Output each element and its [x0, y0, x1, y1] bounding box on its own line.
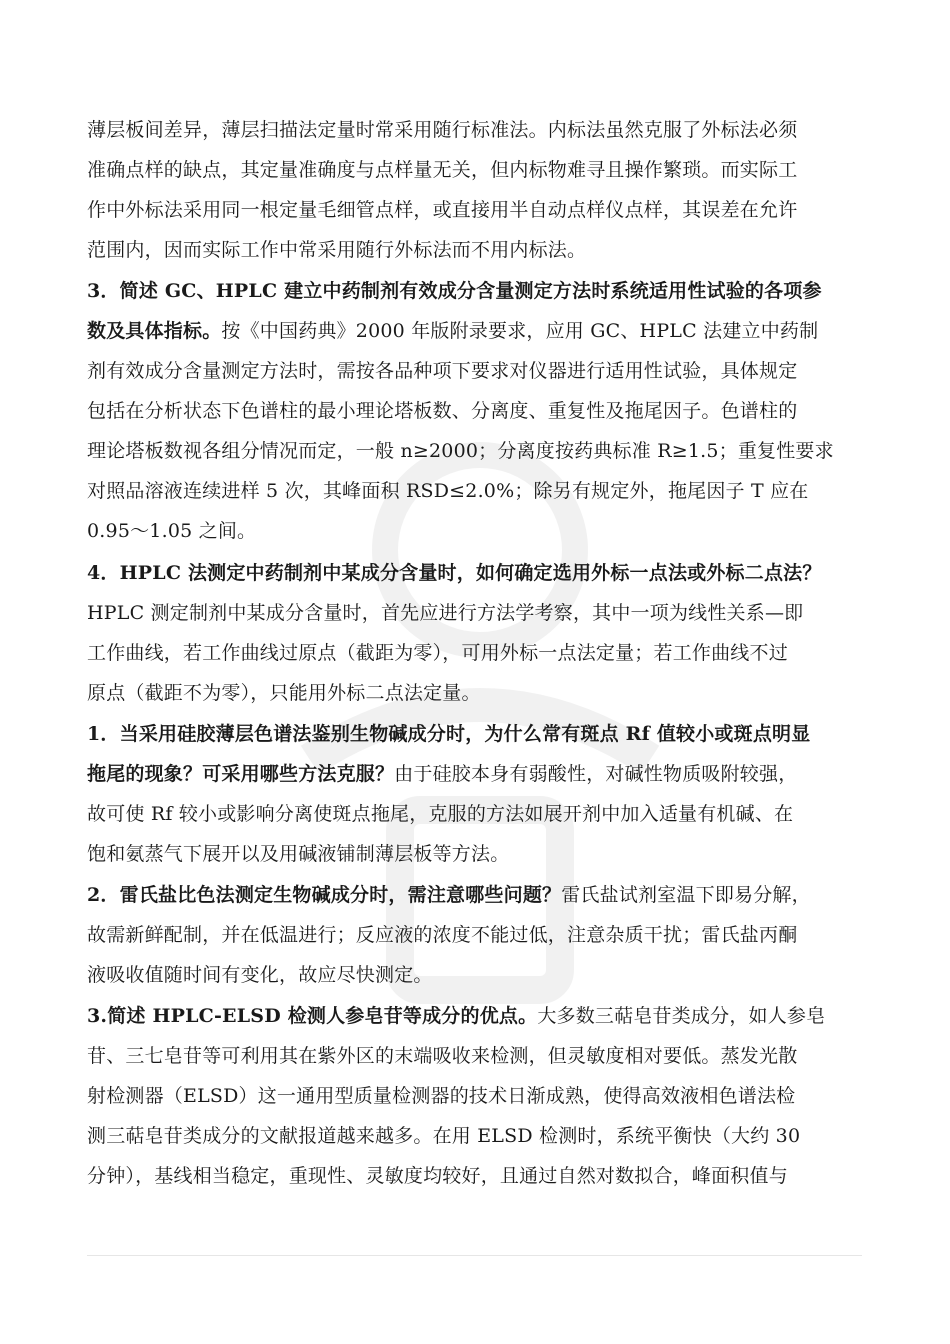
answer-text: 按《中国药典》2000 年版附录要求，应用 GC、HPLC 法建立中药制: [221, 320, 819, 342]
answer-text: 故可使 Rf 较小或影响分离使斑点拖尾，克服的方法如展开剂中加入适量有机碱、在: [87, 803, 794, 825]
answer-text: HPLC 测定制剂中某成分含量时，首先应进行方法学考察，其中一项为线性关系—即: [87, 602, 804, 624]
answer-text: 雷氏盐试剂室温下即易分解，: [561, 884, 811, 906]
text-line: [87, 1004, 825, 1028]
text-line: [87, 1124, 800, 1148]
answer-text: 原点（截距不为零），只能用外标二点法定量。: [87, 682, 481, 704]
question-heading: 数及具体指标。: [87, 320, 222, 342]
answer-text: 液吸收值随时间有变化，故应尽快测定。: [87, 964, 433, 986]
text-line: [87, 601, 803, 625]
text-line: [87, 561, 822, 585]
text-line: [87, 319, 818, 343]
question-heading: 3.简述 HPLC-ELSD 检测人参皂苷等成分的优点。: [87, 1005, 538, 1027]
text-line: [87, 198, 797, 222]
question-heading: 3．简述 GC、HPLC 建立中药制剂有效成分含量测定方法时系统适用性试验的各项参: [87, 280, 822, 302]
answer-text: 由于硅胶本身有弱酸性，对碱性物质吸附较强，: [394, 763, 798, 785]
text-line: [87, 1164, 788, 1188]
answer-text: 分钟），基线相当稳定，重现性、灵敏度均较好，且通过自然对数拟合，峰面积值与: [87, 1165, 788, 1187]
text-line: [87, 359, 797, 383]
answer-text: 作中外标法采用同一根定量毛细管点样，或直接用半自动点样仪点样，其误差在允许: [87, 199, 798, 221]
text-line: [87, 238, 586, 262]
text-line: [87, 439, 834, 463]
answer-text: 剂有效成分含量测定方法时，需按各品种项下要求对仪器进行适用性试验，具体规定: [87, 360, 798, 382]
answer-text: 射检测器（ELSD）这一通用型质量检测器的技术日渐成熟，使得高效液相色谱法检: [87, 1085, 796, 1107]
answer-text: 对照品溶液连续进样 5 次，其峰面积 RSD≤2.0%；除另有规定外，拖尾因子 T 应在: [87, 480, 809, 502]
answer-text: 饱和氨蒸气下展开以及用碱液铺制薄层板等方法。: [87, 843, 510, 865]
question-heading: 4．HPLC 法测定中药制剂中某成分含量时，如何确定选用外标一点法或外标二点法？: [87, 562, 822, 584]
answer-text: 准确点样的缺点，其定量准确度与点样量无关，但内标物难寻且操作繁琐。而实际工: [87, 159, 798, 181]
answer-text: 故需新鲜配制，并在低温进行；反应液的浓度不能过低，注意杂质干扰；雷氏盐丙酮: [87, 924, 798, 946]
text-line: [87, 641, 788, 665]
text-line: [87, 399, 797, 423]
text-line: [87, 963, 433, 987]
text-line: [87, 158, 797, 182]
answer-text: 薄层板间差异，薄层扫描法定量时常采用随行标准法。内标法虽然克服了外标法必须: [87, 119, 798, 141]
question-heading: 1．当采用硅胶薄层色谱法鉴别生物碱成分时，为什么常有斑点 Rf 值较小或斑点明显: [87, 723, 811, 745]
answer-text: 0.95～1.05 之间。: [87, 520, 257, 542]
answer-text: 大多数三萜皂苷类成分，如人参皂: [537, 1005, 826, 1027]
text-line: [87, 802, 793, 826]
answer-text: 理论塔板数视各组分情况而定，一般 n≥2000；分离度按药典标准 R≥1.5；重复性要求: [87, 440, 834, 462]
text-line: [87, 519, 256, 543]
text-line: [87, 1044, 797, 1068]
text-line: [87, 1084, 795, 1108]
text-line: [87, 722, 810, 746]
answer-text: 苷、三七皂苷等可利用其在紫外区的末端吸收来检测，但灵敏度相对要低。蒸发光散: [87, 1045, 798, 1067]
text-line: [87, 842, 509, 866]
text-line: [87, 279, 822, 303]
footer-divider: [87, 1255, 862, 1256]
text-line: [87, 762, 797, 786]
text-line: [87, 681, 481, 705]
answer-text: 包括在分析状态下色谱柱的最小理论塔板数、分离度、重复性及拖尾因子。色谱柱的: [87, 400, 798, 422]
text-line: [87, 479, 809, 503]
question-heading: 2．雷氏盐比色法测定生物碱成分时，需注意哪些问题？: [87, 884, 562, 906]
question-heading: 拖尾的现象？可采用哪些方法克服？: [87, 763, 395, 785]
answer-text: 测三萜皂苷类成分的文献报道越来越多。在用 ELSD 检测时，系统平衡快（大约 30: [87, 1125, 801, 1147]
text-line: [87, 118, 797, 142]
text-line: [87, 923, 797, 947]
text-line: [87, 883, 811, 907]
answer-text: 工作曲线，若工作曲线过原点（截距为零），可用外标一点法定量；若工作曲线不过: [87, 642, 788, 664]
answer-text: 范围内，因而实际工作中常采用随行外标法而不用内标法。: [87, 239, 587, 261]
